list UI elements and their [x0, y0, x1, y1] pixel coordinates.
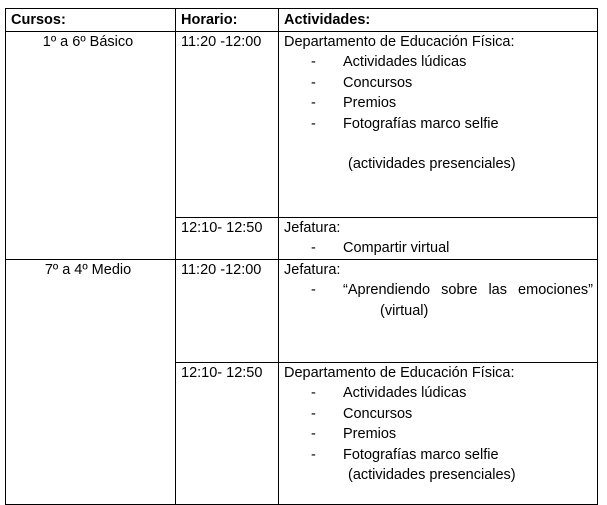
horario-cell: 11:20 -12:00 [176, 259, 279, 362]
curso-cell: 7º a 4º Medio [6, 259, 176, 504]
list-item: - Actividades lúdicas [311, 385, 467, 401]
header-horario: Horario: [176, 9, 279, 32]
actividades-cell [279, 259, 598, 362]
schedule-table [5, 8, 598, 505]
modality-note: (actividades presenciales) [348, 467, 516, 483]
list-item: - Fotografías marco selfie [311, 115, 499, 132]
list-item: - Concursos [311, 405, 413, 422]
list-item: - Concursos [311, 74, 413, 91]
actividades-cell [279, 362, 598, 504]
activity-list [284, 383, 593, 465]
curso-cell: 1º a 6º Básico [6, 31, 176, 259]
responsable-label: Departamento de Educación Física: [284, 33, 515, 50]
header-cursos: Cursos: [6, 9, 176, 32]
activity-list [284, 52, 593, 134]
activity-list [284, 280, 593, 301]
horario-cell: 12:10- 12:50 [176, 217, 279, 259]
responsable-label: Jefatura: [284, 219, 341, 236]
modality-note: (actividades presenciales) [348, 156, 516, 172]
table-row [6, 31, 598, 217]
responsable-label: Departamento de Educación Física: [284, 364, 515, 381]
horario-cell: 12:10- 12:50 [176, 362, 279, 504]
header-actividades: Actividades: [279, 9, 598, 32]
horario-cell: 11:20 -12:00 [176, 31, 279, 217]
actividades-cell [279, 31, 598, 217]
list-item: - Premios [311, 95, 397, 111]
actividades-cell [279, 217, 598, 259]
modality-note: (virtual) [380, 302, 429, 319]
list-item: - Actividades lúdicas [311, 54, 467, 70]
header-row [6, 9, 598, 32]
list-item: - Fotografías marco selfie [311, 446, 499, 463]
responsable-label: Jefatura: [284, 261, 341, 278]
list-item: - “Aprendiendo sobre las emociones” [311, 282, 593, 298]
list-item: - Compartir virtual [311, 240, 450, 256]
table-row [6, 259, 598, 362]
activity-list [284, 238, 593, 259]
list-item: - Premios [311, 426, 397, 442]
